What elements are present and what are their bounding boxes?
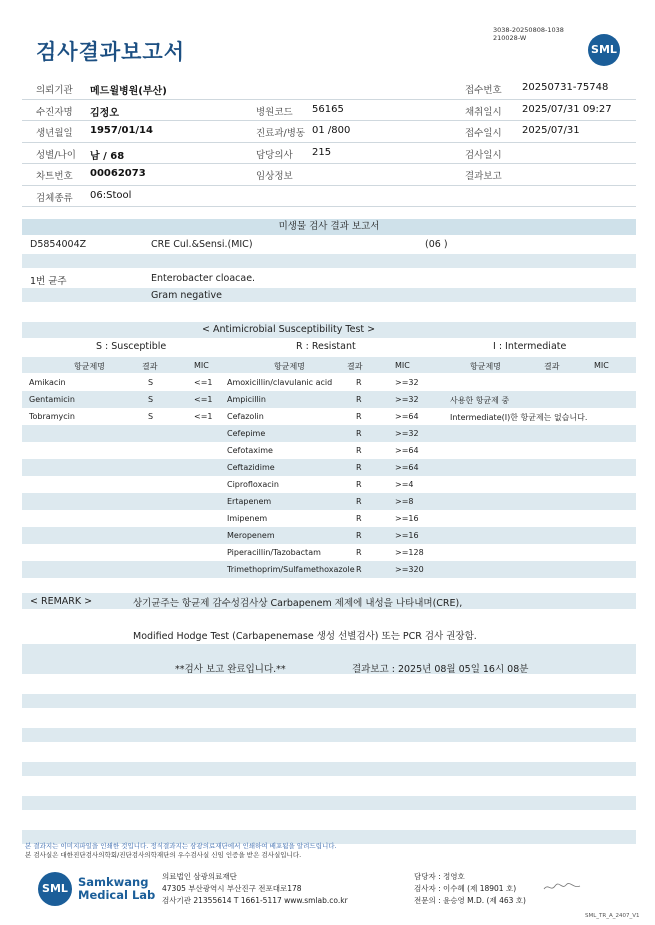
drug-mic: >=32 [395,378,419,387]
receipt-no-label: 접수번호 [465,85,502,96]
drug-name: Ampicillin [227,395,266,404]
drug-name: Gentamicin [29,395,75,404]
drug-mic: <=1 [194,395,213,404]
ast-header-row [22,357,636,373]
drug-result: S [148,395,154,404]
chart-label: 차트번호 [36,171,73,182]
receipt-no-value: 20250731-75748 [522,82,609,93]
ast-row [22,459,636,476]
drug-mic: >=32 [395,429,419,438]
name-label: 수진자명 [36,106,73,118]
drug-name: Imipenem [227,514,268,523]
hospital-code-label: 병원코드 [256,106,293,118]
ast-row [22,425,636,442]
ast-row [22,374,636,391]
col-drug: 항균제명 [274,362,305,371]
report-label: 결과보고 [465,171,502,182]
row-band [22,762,636,776]
footer-brand-line1: Samkwang [78,875,149,889]
drug-mic: >=320 [395,565,424,574]
sex-age-value: 남 / 68 [90,150,125,162]
drug-result: R [356,412,362,421]
drug-mic: >=64 [395,412,419,421]
report-title: 검사결과보고서 [36,40,186,64]
footer-contact: 검사기관 21355614 T 1661-5117 www.smlab.co.kr [162,896,348,905]
intermediate-note: Intermediate(I)한 항균제는 없습니다. [450,413,588,422]
ast-row [22,493,636,510]
collection-label: 채취일시 [465,106,502,118]
info-row [22,143,636,165]
drug-result: R [356,514,362,523]
footer-org: 의료법인 삼광의료재단 [162,872,237,881]
name-value: 김정오 [90,107,119,119]
drug-mic: >=32 [395,395,419,404]
footer-brand [78,876,155,902]
intermediate-note: 사용한 항균제 중 [450,396,510,405]
col-drug: 항균제명 [74,362,105,371]
ast-row [22,527,636,544]
drug-name: Ertapenem [227,497,272,506]
info-row [22,121,636,143]
receipt-date-label: 접수일시 [465,128,502,139]
drug-name: Trimethoprim/Sulfamethoxazole [227,565,355,574]
drug-mic: >=8 [395,497,414,506]
row-band [22,796,636,810]
sml-footer-logo: SML [38,872,72,906]
institution-value: 메드윌병원(부산) [90,86,167,97]
drug-result: R [356,378,362,387]
remark-label: < REMARK > [30,596,93,607]
drug-result: R [356,429,362,438]
specimen-label: 검체종류 [36,192,73,204]
row-band [22,254,636,268]
dept-value: 01 /800 [312,125,351,136]
test-code: (06 ) [425,239,448,250]
col-mic: MIC [395,361,410,370]
remark-line2: Modified Hodge Test (Carbapenemase 생성 선별검사) 또는 PCR 검사 권장함. [133,631,477,642]
drug-mic: >=64 [395,446,419,455]
col-drug: 항균제명 [470,362,501,371]
footer-staff-3: 전문의 : 윤승영 M.D. (제 463 호) [414,896,526,905]
col-mic: MIC [594,361,609,370]
ast-row [22,408,636,425]
hospital-code-value: 56165 [312,103,344,115]
drug-result: R [356,463,362,472]
dob-value: 1957/01/14 [90,125,153,136]
ast-title: < Antimicrobial Susceptibility Test > [202,324,376,335]
footer-staff-2: 검사자 : 이수혜 (제 18901 호) [414,884,517,893]
drug-name: Cefotaxime [227,446,273,455]
footer-staff-1: 담당자 : 정영호 [414,872,465,881]
drug-name: Meropenem [227,531,275,540]
ast-row [22,544,636,561]
info-row [22,78,636,100]
col-result: 결과 [544,362,560,371]
ast-row [22,561,636,578]
ast-row [22,476,636,493]
doctor-value: 215 [312,146,332,158]
chart-value: 00062073 [90,168,146,179]
drug-name: Tobramycin [29,412,75,421]
drug-mic: >=4 [395,480,414,489]
dob-label: 생년월일 [36,128,73,139]
test-name: CRE Cul.&Sensi.(MIC) [151,239,253,250]
col-result: 결과 [347,362,363,371]
report-code-line2: 210028-W [493,34,527,42]
dept-label: 진료과/병동 [256,128,306,139]
footer-note-2: 본 검사실은 대한진단검사의학회/진단검사의학재단의 우수검사실 신임 인증을 받은 검사실입니다. [25,851,302,859]
drug-result: R [356,565,362,574]
row-band [22,288,636,302]
ast-row [22,442,636,459]
specimen-value: 06:Stool [90,189,132,201]
drug-mic: <=1 [194,412,213,421]
report-code [493,26,564,42]
ast-row [22,391,636,408]
ast-row [22,510,636,527]
institution-label: 의뢰기관 [36,85,73,96]
col-mic: MIC [194,361,209,370]
drug-result: R [356,531,362,540]
drug-name: Amikacin [29,378,66,387]
collection-value: 2025/07/31 09:27 [522,103,612,115]
organism-name: Enterobacter cloacae. [151,273,256,284]
footer-address-block [162,871,348,907]
patient-info [22,78,636,207]
drug-mic: <=1 [194,378,213,387]
drug-mic: >=16 [395,531,419,540]
drug-result: S [148,378,154,387]
info-row [22,186,636,208]
report-code-line1: 3038-20250808-1038 [493,26,564,34]
test-id: D5854004Z [30,239,87,250]
sex-age-label: 성별/나이 [36,149,76,161]
footer-brand-line2: Medical Lab [78,888,156,902]
drug-result: R [356,480,362,489]
drug-mic: >=64 [395,463,419,472]
drug-name: Piperacillin/Tazobactam [227,548,321,557]
row-band [22,694,636,708]
remark-line1: 상기균주는 항균제 감수성검사상 Carbapenem 제제에 내성을 나타내며(CRE), [133,598,463,609]
drug-name: Ceftazidime [227,463,275,472]
drug-result: S [148,412,154,421]
footer-note-1: 본 결과지는 이미지파일을 인쇄한 것입니다. 정식결과지는 삼광의료재단에서 인쇄하여 배포됨을 알려드립니다. [25,842,337,850]
report-complete: **검사 보고 완료입니다.** [175,664,286,675]
drug-result: R [356,446,362,455]
drug-result: R [356,395,362,404]
micro-section-title: 미생물 검사 결과 보고서 [22,219,636,235]
drug-name: Ciprofloxacin [227,480,279,489]
col-result: 결과 [142,362,158,371]
legend-resistant: R : Resistant [296,341,356,352]
drug-mic: >=128 [395,548,424,557]
gram-stain: Gram negative [151,290,222,301]
info-row [22,164,636,186]
drug-result: R [356,548,362,557]
drug-result: R [356,497,362,506]
drug-name: Cefazolin [227,412,264,421]
info-row [22,100,636,122]
drug-name: Cefepime [227,429,266,438]
legend-intermediate: I : Intermediate [493,341,567,352]
row-band [22,644,636,658]
report-time: 결과보고 : 2025년 08월 05일 16시 08분 [352,664,529,675]
drug-name: Amoxicillin/clavulanic acid [227,378,333,387]
receipt-date-value: 2025/07/31 [522,125,580,136]
row-band [22,728,636,742]
doctor-label: 담당의사 [256,149,293,161]
footer-staff-block [414,871,526,907]
signature [542,880,582,894]
sml-logo: SML [588,34,620,66]
legend-susceptible: S : Susceptible [96,341,167,352]
clinical-label: 임상정보 [256,171,293,182]
form-code: SML_TR_A_2407_V1 [585,913,640,919]
drug-mic: >=16 [395,514,419,523]
exam-date-label: 검사일시 [465,149,502,161]
footer-address: 47305 부산광역시 부산진구 전포대로178 [162,884,302,893]
completion-band [22,658,636,674]
strain-label: 1번 균주 [30,276,67,287]
